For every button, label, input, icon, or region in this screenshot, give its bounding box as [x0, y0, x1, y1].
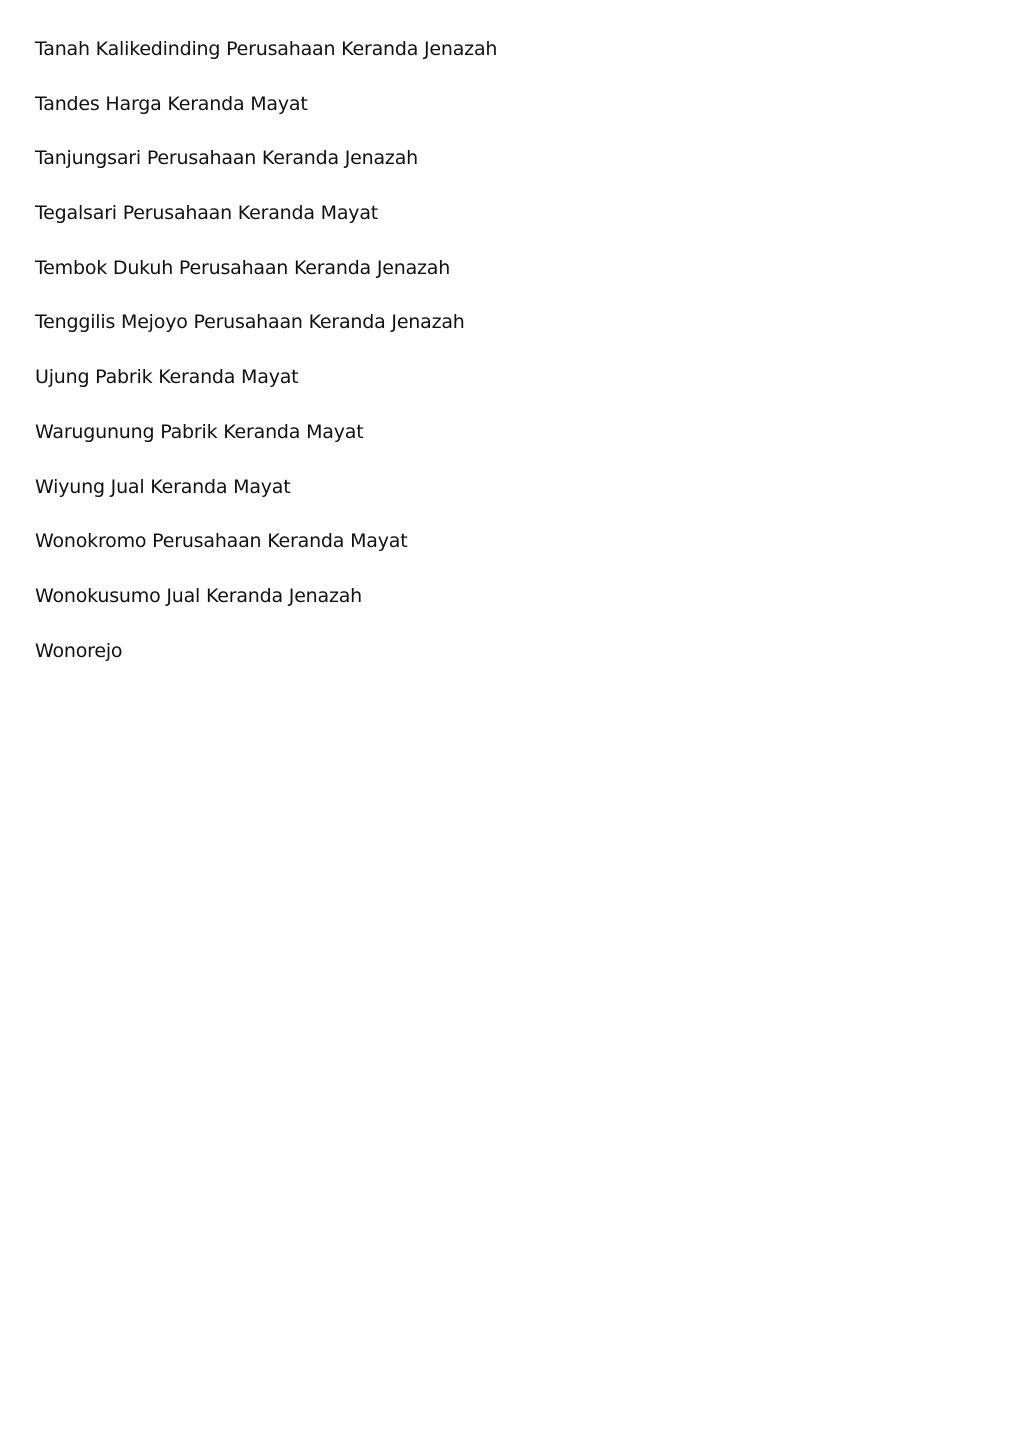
list-item: Tandes Harga Keranda Mayat — [35, 92, 308, 115]
entry-list — [35, 37, 497, 693]
list-item: Tanah Kalikedinding Perusahaan Keranda Jenazah — [35, 38, 498, 60]
list-item: Tembok Dukuh Perusahaan Keranda Jenazah — [35, 256, 451, 279]
list-item: Ujung Pabrik Keranda Mayat — [35, 366, 299, 389]
list-item: Wonorejo — [35, 639, 123, 662]
list-item: Warugunung Pabrik Keranda Mayat — [35, 420, 364, 443]
list-item: Wiyung Jual Keranda Mayat — [35, 475, 291, 498]
list-item: Tanjungsari Perusahaan Keranda Jenazah — [35, 147, 418, 170]
list-item: Tenggilis Mejoyo Perusahaan Keranda Jenazah — [35, 311, 465, 334]
list-item: Tegalsari Perusahaan Keranda Mayat — [35, 202, 379, 225]
list-item: Wonokromo Perusahaan Keranda Mayat — [35, 530, 408, 553]
list-item: Wonokusumo Jual Keranda Jenazah — [35, 584, 363, 607]
